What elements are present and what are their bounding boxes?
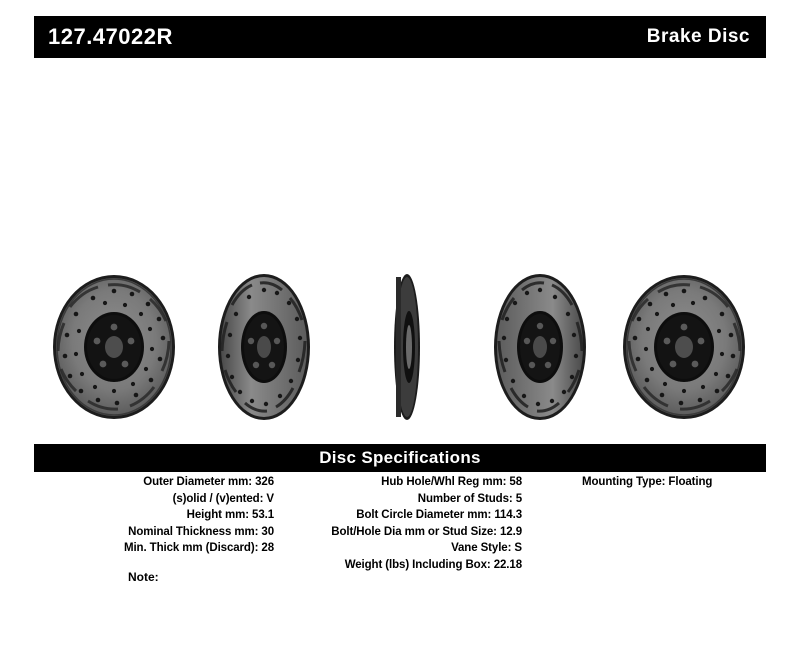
- spec-column-left: [34, 474, 274, 557]
- spec-item: Bolt/Hole Dia mm or Stud Size: 12.9: [331, 525, 522, 538]
- rotor-view-three-quarter-left: [192, 255, 332, 445]
- spec-column-right: [544, 474, 774, 491]
- spec-item: Outer Diameter mm: 326: [143, 476, 274, 488]
- spec-item: (s)olid / (v)ented: V: [172, 492, 274, 505]
- header-bar: [34, 16, 766, 58]
- product-image: [34, 255, 766, 445]
- disc-specifications-content: [34, 474, 766, 584]
- spec-item: Min. Thick mm (Discard): 28: [123, 542, 274, 554]
- rotor-view-edge-on: [372, 255, 442, 445]
- spec-item: Vane Style: S: [451, 542, 522, 554]
- spec-item: Number of Studs: 5: [417, 492, 522, 505]
- rotor-view-three-quarter-right: [472, 255, 612, 445]
- note-row: [128, 570, 159, 584]
- note-label: Note:: [128, 570, 159, 584]
- spec-item: Height mm: 53.1: [186, 509, 274, 521]
- rotor-view-face-left: [34, 255, 194, 445]
- spec-item: Hub Hole/Whl Reg mm: 58: [381, 476, 522, 488]
- part-number: 127.47022R: [48, 24, 173, 49]
- spec-column-middle: [282, 474, 522, 573]
- disc-specifications-title: Disc Specifications: [319, 448, 481, 467]
- spec-item: Mounting Type: Floating: [582, 476, 713, 488]
- disc-specifications-bar: [34, 444, 766, 472]
- spec-item: Nominal Thickness mm: 30: [128, 525, 274, 538]
- rotor-view-face-right: [606, 255, 766, 445]
- spec-item: Weight (lbs) Including Box: 22.18: [344, 558, 522, 571]
- page-title: Brake Disc: [646, 26, 750, 47]
- spec-item: Bolt Circle Diameter mm: 114.3: [356, 509, 522, 521]
